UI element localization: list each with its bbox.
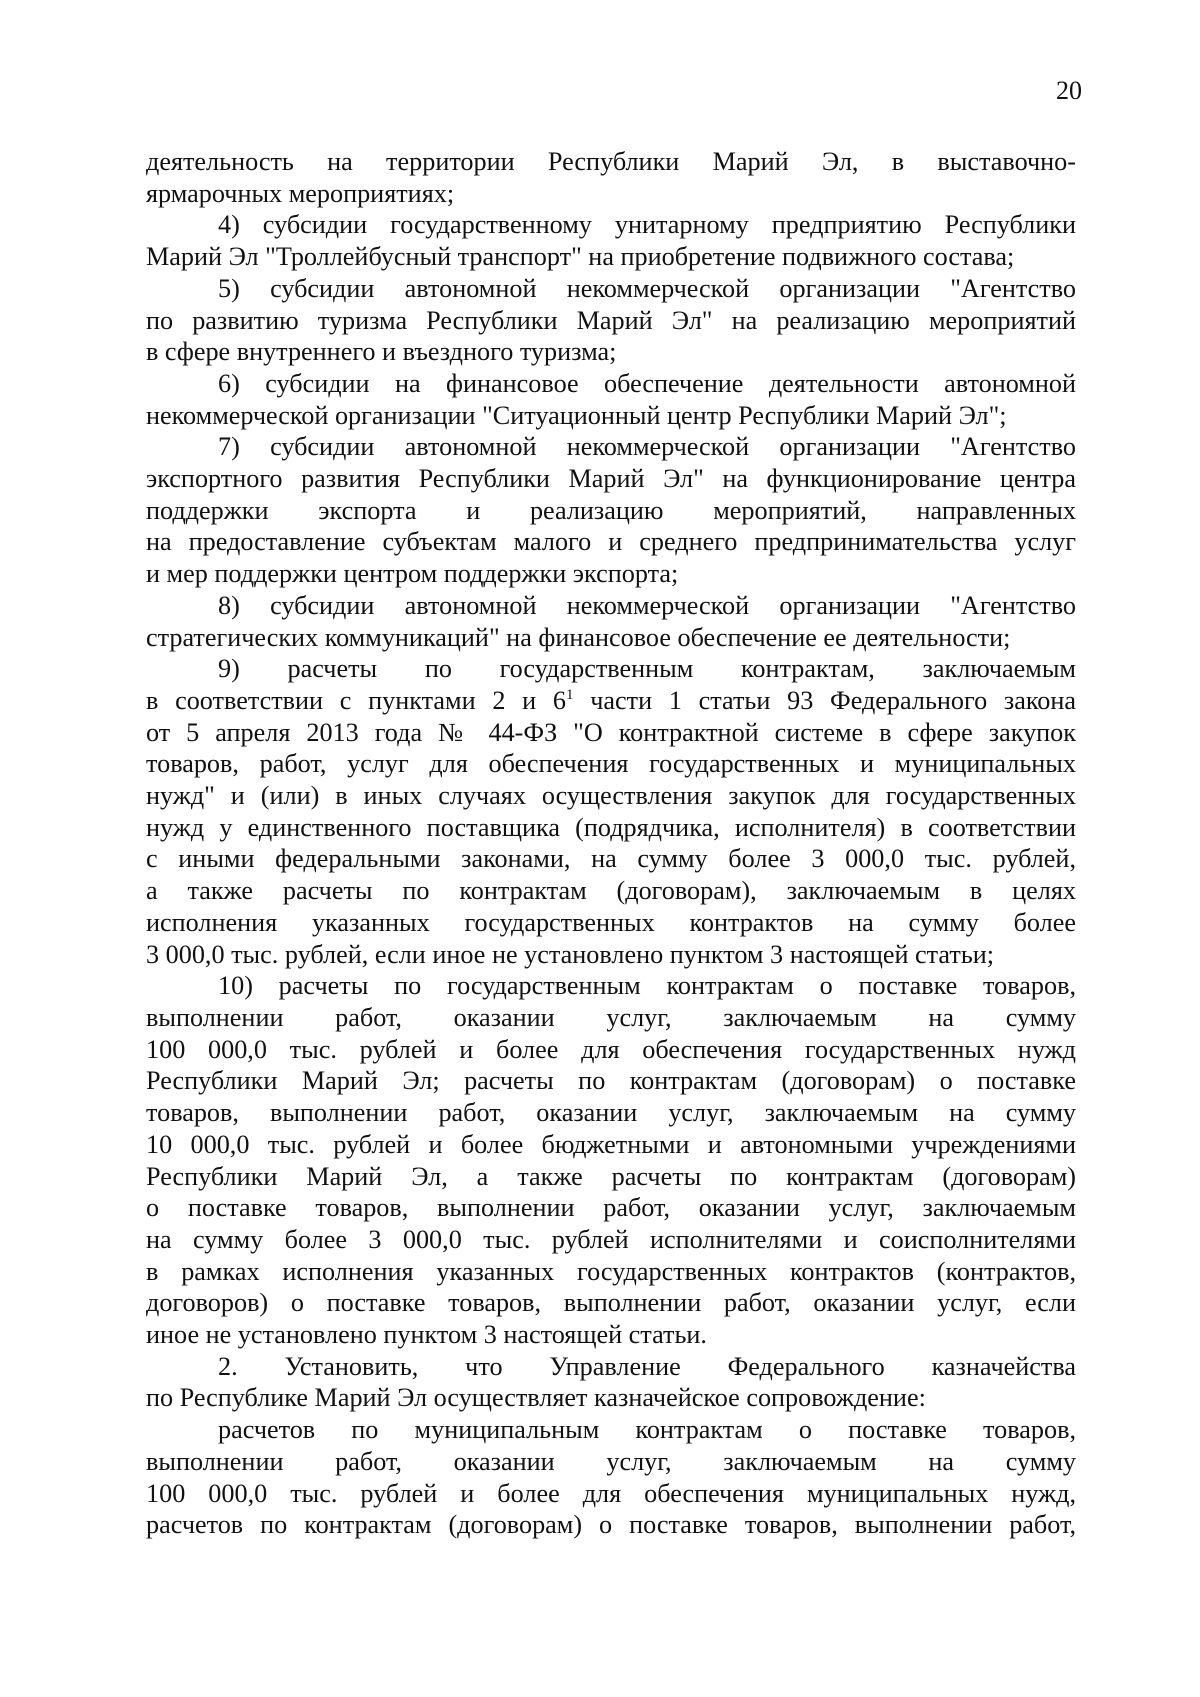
text-line (146, 1319, 1076, 1351)
text-line-content: на предоставление субъектам малого и среднего предпринимательства услуг (146, 527, 1076, 557)
text-line (146, 336, 1076, 368)
text-line-content: иное не установлено пунктом 3 настоящей статьи. (146, 1320, 707, 1350)
text-line-content: Республики Марий Эл; расчеты по контрактам (договорам) о поставке (146, 1066, 1076, 1096)
text-line (146, 495, 1076, 527)
text-line-content: расчетов по муниципальным контрактам о поставке товаров, (218, 1415, 1076, 1445)
text-line-content: 4) субсидии государственному унитарному предприятию Республики (218, 210, 1076, 240)
text-line-content: о поставке товаров, выполнении работ, оказании услуг, заключаемым (146, 1193, 1076, 1223)
text-line (146, 558, 1076, 590)
text-line-content: поддержки экспорта и реализацию мероприятий, направленных (146, 495, 1076, 525)
text-line-content: 5) субсидии автономной некоммерческой организации "Агентство (218, 273, 1076, 303)
text-line-content: 7) субсидии автономной некоммерческой организации "Агентство (218, 432, 1076, 462)
text-line (146, 305, 1076, 337)
text-line (146, 748, 1076, 780)
text-line-content: с иными федеральными законами, на сумму более 3 000,0 тыс. рублей, (146, 844, 1076, 874)
text-line (146, 400, 1076, 432)
text-line-content: 2. Установить, что Управление Федерального казначейства (218, 1351, 1076, 1381)
text-line-content: 10 000,0 тыс. рублей и более бюджетными и автономными учреждениями (146, 1129, 1076, 1159)
text-line (146, 907, 1076, 939)
text-line (146, 1446, 1076, 1478)
text-line (146, 1509, 1076, 1541)
text-line-content: в сфере внутреннего и въездного туризма; (146, 337, 617, 367)
text-line-content: 100 000,0 тыс. рублей и более для обеспечения государственных нужд (146, 1034, 1076, 1064)
text-line-content: 8) субсидии автономной некоммерческой организации "Агентство (218, 590, 1076, 620)
text-line-content: выполнении работ, оказании услуг, заключаемым на сумму (146, 1002, 1076, 1032)
text-line (146, 1065, 1076, 1097)
text-line-content: нужд у единственного поставщика (подрядчика, исполнителя) в соответствии (146, 812, 1076, 842)
text-line (146, 1097, 1076, 1129)
text-line (146, 1351, 1076, 1383)
text-line (146, 875, 1076, 907)
text-line (146, 622, 1076, 654)
text-line (146, 178, 1076, 210)
text-line-content: выполнении работ, оказании услуг, заключаемым на сумму (146, 1446, 1076, 1476)
text-line-content: 3 000,0 тыс. рублей, если иное не установлено пунктом 3 настоящей статьи; (146, 939, 995, 969)
text-line (146, 209, 1076, 241)
text-line (146, 780, 1076, 812)
text-line-content: деятельность на территории Республики Марий Эл, в выставочно- (146, 147, 1076, 176)
text-line (146, 463, 1076, 495)
text-line (146, 812, 1076, 844)
text-line (146, 1192, 1076, 1224)
text-line (146, 843, 1076, 875)
text-line (146, 1161, 1076, 1193)
text-line (146, 368, 1076, 400)
text-line-content: по Республике Марий Эл осуществляет казначейское сопровождение: (146, 1383, 926, 1413)
text-line (146, 1287, 1076, 1319)
text-line-content: 6) субсидии на финансовое обеспечение деятельности автономной (218, 368, 1076, 398)
text-line-content: Республики Марий Эл, а также расчеты по контрактам (договорам) (146, 1161, 1076, 1191)
text-line (146, 939, 1076, 971)
text-line-content: экспортного развития Республики Марий Эл" на функционирование центра (146, 464, 1076, 494)
text-line-content: 100 000,0 тыс. рублей и более для обеспечения муниципальных нужд, (146, 1478, 1076, 1508)
text-line (146, 717, 1076, 749)
text-line (146, 146, 1076, 178)
text-line-content: 9) расчеты по государственным контрактам, заключаемым (218, 654, 1076, 684)
text-line-content: исполнения указанных государственных контрактов на сумму более (146, 907, 1076, 937)
text-line-content: от 5 апреля 2013 года № 44-ФЗ "О контрактной системе в сфере закупок (146, 717, 1076, 747)
text-line (146, 1034, 1076, 1066)
text-line (146, 431, 1076, 463)
text-line-content: на сумму более 3 000,0 тыс. рублей исполнителями и соисполнителями (146, 1224, 1076, 1254)
text-line-content: и мер поддержки центром поддержки экспорта; (146, 559, 679, 589)
text-line (146, 1256, 1076, 1288)
text-line-content: в соответствии с пунктами 2 и 6 (146, 685, 566, 715)
page-number: 20 (1056, 76, 1082, 105)
text-line (146, 653, 1076, 685)
text-line (146, 526, 1076, 558)
text-line (146, 1002, 1076, 1034)
text-line (146, 1382, 1076, 1414)
text-line-content: стратегических коммуникаций" на финансовое обеспечение ее деятельности; (146, 622, 1011, 652)
text-line-content: а также расчеты по контрактам (договорам), заключаемым в целях (146, 876, 1076, 906)
text-line-content: договоров) о поставке товаров, выполнении работ, оказании услуг, если (146, 1288, 1076, 1318)
text-line (146, 590, 1076, 622)
text-line-content: по развитию туризма Республики Марий Эл" на реализацию мероприятий (146, 305, 1076, 335)
text-line (146, 1224, 1076, 1256)
text-line-content: 10) расчеты по государственным контрактам о поставке товаров, (218, 971, 1076, 1001)
text-line-content: некоммерческой организации "Ситуационный центр Республики Марий Эл"; (146, 400, 1007, 430)
text-line-content: товаров, выполнении работ, оказании услуг, заключаемым на сумму (146, 1098, 1076, 1128)
text-line (146, 970, 1076, 1002)
text-line-tail: части 1 статьи 93 Федерального закона (573, 685, 1076, 715)
superscript: 1 (566, 686, 574, 703)
text-line (146, 1129, 1076, 1161)
text-line-content: в рамках исполнения указанных государственных контрактов (контрактов, (146, 1256, 1076, 1286)
text-line-content: товаров, работ, услуг для обеспечения государственных и муниципальных (146, 749, 1076, 779)
text-line (146, 1414, 1076, 1446)
text-line-content: ярмарочных мероприятиях; (146, 178, 455, 208)
text-line (146, 1478, 1076, 1510)
text-line (146, 273, 1076, 305)
text-line-content: нужд" и (или) в иных случаях осуществления закупок для государственных (146, 781, 1076, 811)
text-line-content: Марий Эл "Троллейбусный транспорт" на приобретение подвижного состава; (146, 242, 1015, 272)
text-line-content: расчетов по контрактам (договорам) о поставке товаров, выполнении работ, (146, 1510, 1076, 1540)
text-line (146, 685, 1076, 717)
text-line (146, 241, 1076, 273)
document-body-text (146, 146, 1076, 1541)
